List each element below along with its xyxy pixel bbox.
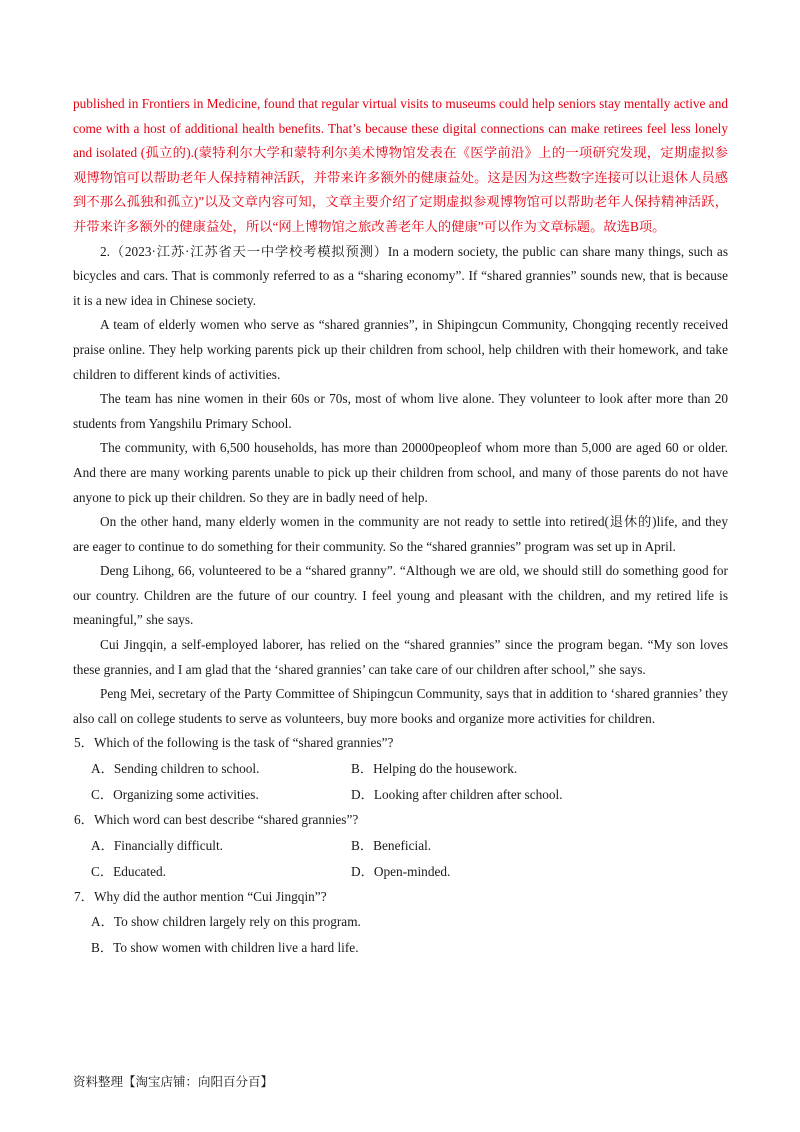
option-d: D．Looking after children after school.	[351, 787, 563, 803]
option-c: C．Educated.	[91, 863, 166, 879]
passage-paragraph: The community, with 6,500 households, has more than 20000peopleof whom more than 5,000 are aged 60 or older. And there are many working parents unable to pick up their children from school, and many of those parents do not have anyone to pick up their children. So they are in badly need of help.	[73, 440, 728, 505]
question-stem: 7．Why did the author mention “Cui Jingqin”?	[74, 888, 327, 904]
option-a: A．Sending children to school.	[91, 761, 260, 777]
passage-paragraph: Deng Lihong, 66, volunteered to be a “shared granny”. “Although we are old, we should still do something good for our country. Children are the future of our country. I feel young and pleasant with the children, and my retired life is meaningful,” she says.	[73, 563, 728, 628]
question-stem: 6．Which word can best describe “shared grannies”?	[74, 812, 359, 828]
passage-paragraph: Peng Mei, secretary of the Party Committee of Shipingcun Community, says that in addition to ‘shared grannies’ they also call on college students to serve as volunteers, buy more books and organize more activities for children.	[73, 686, 728, 726]
page-footer: 资料整理【淘宝店铺：向阳百分百】	[73, 1074, 274, 1089]
question-5	[73, 731, 728, 808]
passage-paragraph: A team of elderly women who serve as “shared grannies”, in Shipingcun Community, Chongqing recently received praise online. They help working parents pick up their children from school, help children with their homework, and take children to different kinds of activities.	[73, 317, 728, 382]
question-stem: 5．Which of the following is the task of “shared grannies”?	[74, 735, 394, 751]
passage-paragraph: Cui Jingqin, a self-employed laborer, has relied on the “shared grannies” since the program began. “My son loves these grannies, and I am glad that the ‘shared grannies’ can take care of our children after school,” she says.	[73, 637, 728, 677]
option-c: C．Organizing some activities.	[91, 787, 259, 803]
option-d: D．Open-minded.	[351, 863, 451, 879]
passage-intro: 2.（2023·江苏·江苏省天一中学校考模拟预测）In a modern society, the public can share many things, such as bicycles and cars. That is commonly referred to as a “sharing economy”. If “shared grannies” sounds new, that is because it is a new idea in Chinese society.	[73, 243, 728, 308]
option-b: B．Helping do the housework.	[351, 761, 518, 777]
question-7	[73, 885, 728, 962]
answer-explanation: published in Frontiers in Medicine, found that regular virtual visits to museums could help seniors stay mentally active and come with a host of additional health benefits. That’s because these digital connections can make retirees feel less lonely and isolated (孤立的).(蒙特利尔大学和蒙特利尔美术博物馆发表在《医学前沿》上的一项研究发现，定期虚拟参观博物馆可以帮助老年人保持精神活跃，并带来许多额外的健康益处。这是因为这些数字连接可以让退休人员感到不那么孤独和孤立)”以及文章内容可知，文章主要介绍了定期虚拟参观博物馆可以帮助老年人保持精神活跃，并带来许多额外的健康益处，所以“网上博物馆之旅改善老年人的健康”可以作为文章标题。故选B项。	[73, 96, 728, 234]
option-b: B．To show women with children live a hard life.	[91, 940, 359, 956]
option-b: B．Beneficial.	[351, 837, 432, 853]
document-body	[73, 92, 728, 961]
option-a: A．To show children largely rely on this program.	[91, 914, 361, 930]
question-6	[73, 808, 728, 885]
option-a: A．Financially difficult.	[91, 837, 223, 853]
passage-paragraph: The team has nine women in their 60s or 70s, most of whom live alone. They volunteer to look after more than 20 students from Yangshilu Primary School.	[73, 391, 728, 431]
passage-paragraph: On the other hand, many elderly women in the community are not ready to settle into retired(退休的)life, and they are eager to continue to do something for their community. So the “shared grannies” program was set up in April.	[73, 514, 728, 554]
